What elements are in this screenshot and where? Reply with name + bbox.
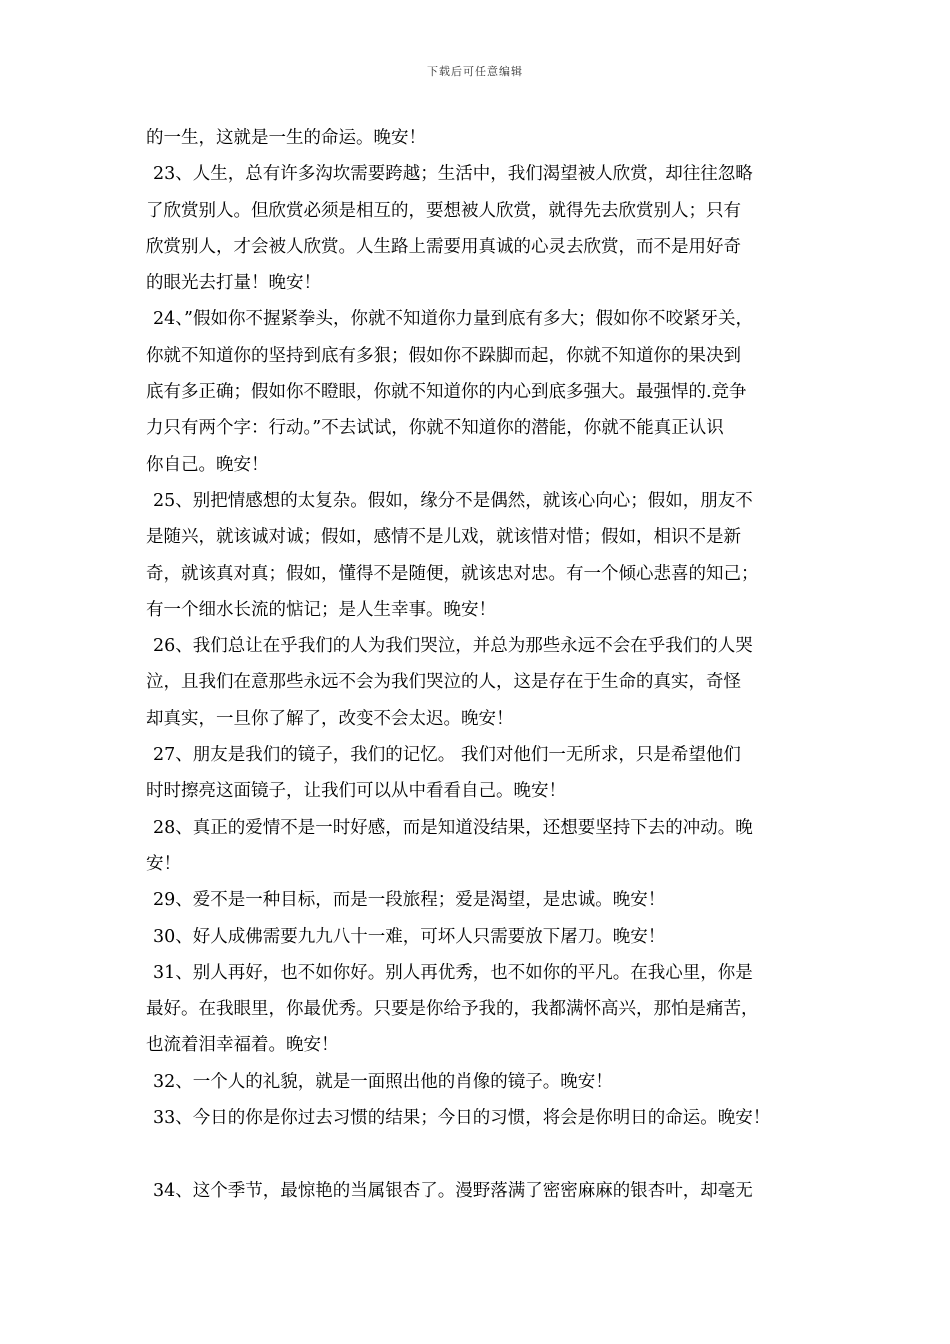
text-line: 的一生，这就是一生的命运。晚安！ bbox=[146, 128, 426, 148]
text-line: 27、朋友是我们的镜子，我们的记忆。 我们对他们一无所求，只是希望他们 bbox=[153, 745, 741, 766]
text-line: 29、爱不是一种目标，而是一段旅程；爱是渴望，是忠诚。晚安！ bbox=[153, 890, 666, 911]
text-line: 泣，且我们在意那些永远不会为我们哭泣的人，这是存在于生命的真实，奇怪 bbox=[146, 672, 741, 693]
text-line: 却真实，一旦你了解了，改变不会太迟。晚安！ bbox=[146, 708, 514, 729]
text-line: 是随兴，就该诚对诚；假如，感情不是儿戏，就该惜对惜；假如，相识不是新 bbox=[146, 527, 741, 548]
text-line: 25、别把情感想的太复杂。假如，缘分不是偶然，就该心向心；假如，朋友不 bbox=[153, 490, 753, 511]
text-line: 了欣赏别人。但欣赏必须是相互的，要想被人欣赏，就得先去欣赏别人；只有 bbox=[146, 200, 741, 221]
text-line bbox=[146, 1136, 816, 1172]
document-body bbox=[146, 120, 816, 1209]
text-line: 26、我们总让在乎我们的人为我们哭泣，并总为那些永远不会在乎我们的人哭 bbox=[153, 636, 753, 657]
text-line: 28、真正的爱情不是一时好感，而是知道没结果，还想要坚持下去的冲动。晚 bbox=[153, 817, 753, 838]
text-line: 30、好人成佛需要九九八十一难，可坏人只需要放下屠刀。晚安！ bbox=[153, 926, 666, 947]
text-line: 奇，就该真对真；假如，懂得不是随便，就该忠对忠。有一个倾心悲喜的知己； bbox=[146, 563, 759, 584]
text-line: 时时擦亮这面镜子，让我们可以从中看看自己。晚安！ bbox=[146, 781, 566, 802]
text-line: 有一个细水长流的惦记；是人生幸事。晚安！ bbox=[146, 599, 496, 620]
text-line: 31、别人再好，也不如你好。别人再优秀，也不如你的平凡。在我心里，你是 bbox=[153, 962, 753, 983]
text-line: 也流着泪幸福着。晚安！ bbox=[146, 1035, 339, 1056]
text-line: 安！ bbox=[146, 853, 181, 874]
page-header: 下载后可任意编辑 bbox=[427, 65, 523, 78]
text-line: 的眼光去打量！晚安！ bbox=[146, 273, 321, 294]
text-line: 你就不知道你的坚持到底有多狠；假如你不跺脚而起，你就不知道你的果决到 bbox=[146, 345, 741, 366]
text-line: 最好。在我眼里，你最优秀。只要是你给予我的，我都满怀高兴，那怕是痛苦， bbox=[146, 999, 759, 1020]
text-line: 32、一个人的礼貌，就是一面照出他的肖像的镜子。晚安！ bbox=[153, 1071, 613, 1092]
text-line: 你自己。晚安！ bbox=[146, 454, 269, 475]
text-line: 23、人生，总有许多沟坎需要跨越；生活中，我们渴望被人欣赏，却往往忽略 bbox=[153, 164, 753, 185]
text-line: 34、这个季节，最惊艳的当属银杏了。漫野落满了密密麻麻的银杏叶，却毫无 bbox=[153, 1180, 753, 1201]
text-line: 24、”假如你不握紧拳头，你就不知道你力量到底有多大；假如你不咬紧牙关， bbox=[153, 309, 753, 330]
text-line: 欣赏别人，才会被人欣赏。人生路上需要用真诚的心灵去欣赏，而不是用好奇 bbox=[146, 236, 741, 257]
text-line: 底有多正确；假如你不瞪眼，你就不知道你的内心到底多强大。最强悍的.竞争 bbox=[146, 382, 747, 403]
text-line: 力只有两个字：行动。”不去试试，你就不知道你的潜能，你就不能真正认识 bbox=[146, 418, 724, 439]
text-line: 33、今日的你是你过去习惯的结果；今日的习惯，将会是你明日的命运。晚安！ bbox=[153, 1108, 771, 1129]
